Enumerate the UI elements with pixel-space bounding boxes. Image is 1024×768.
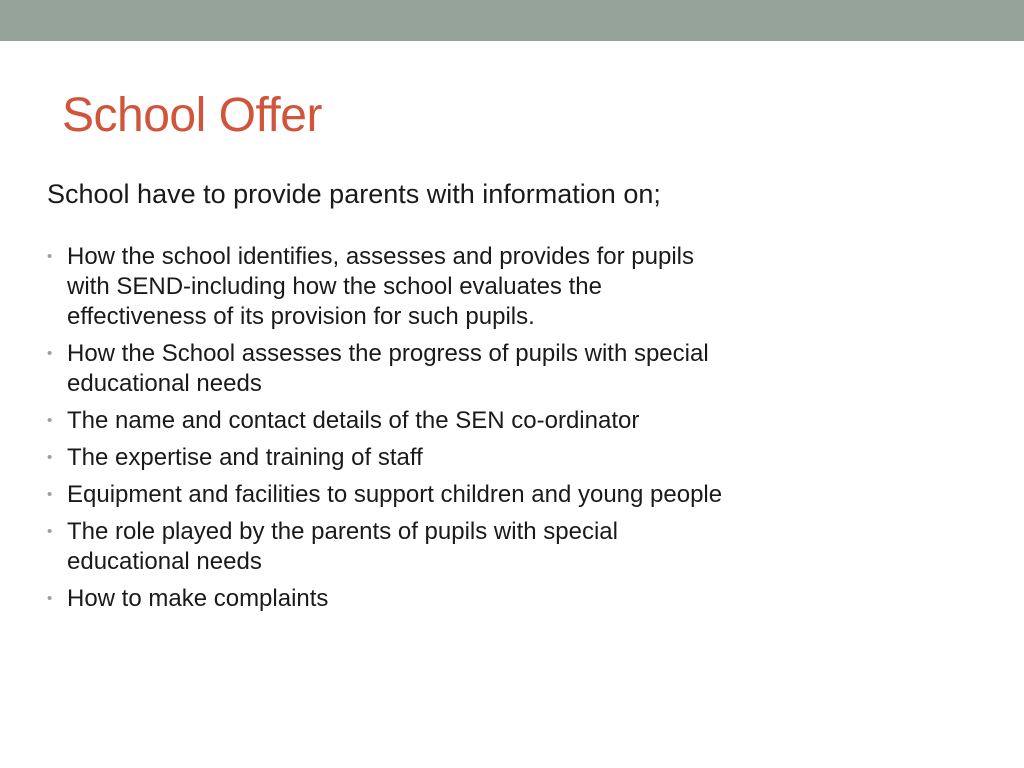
list-item [47,406,977,436]
bullet-icon: • [47,449,53,466]
list-item-text: The name and contact details of the SEN co-ordinator [67,407,640,434]
list-item [47,339,977,399]
list-item-text: How the School assesses the progress of pupils with special educational needs [67,340,709,397]
bullet-icon: • [47,412,53,429]
list-item [47,242,977,332]
list-item-text: How the school identifies, assesses and provides for pupils with SEND-including how the school evaluates the effectiveness of its provision for such pupils. [67,243,694,330]
intro-text: School have to provide parents with information on; [47,179,661,209]
bullet-icon: • [47,486,53,503]
bullet-icon: • [47,590,53,607]
bullet-icon: • [47,345,53,362]
top-accent-bar [0,0,1024,41]
slide-title: School Offer [62,89,322,142]
bullet-icon: • [47,523,53,540]
list-item [47,443,977,473]
list-item [47,480,977,510]
list-item-text: The role played by the parents of pupils with special educational needs [67,518,618,575]
list-item [47,584,977,614]
list-item-text: Equipment and facilities to support children and young people [67,481,723,508]
list-item-text: How to make complaints [67,585,329,612]
list-item [47,517,977,577]
bullet-list [47,242,977,621]
bullet-icon: • [47,248,53,265]
list-item-text: The expertise and training of staff [67,444,423,471]
